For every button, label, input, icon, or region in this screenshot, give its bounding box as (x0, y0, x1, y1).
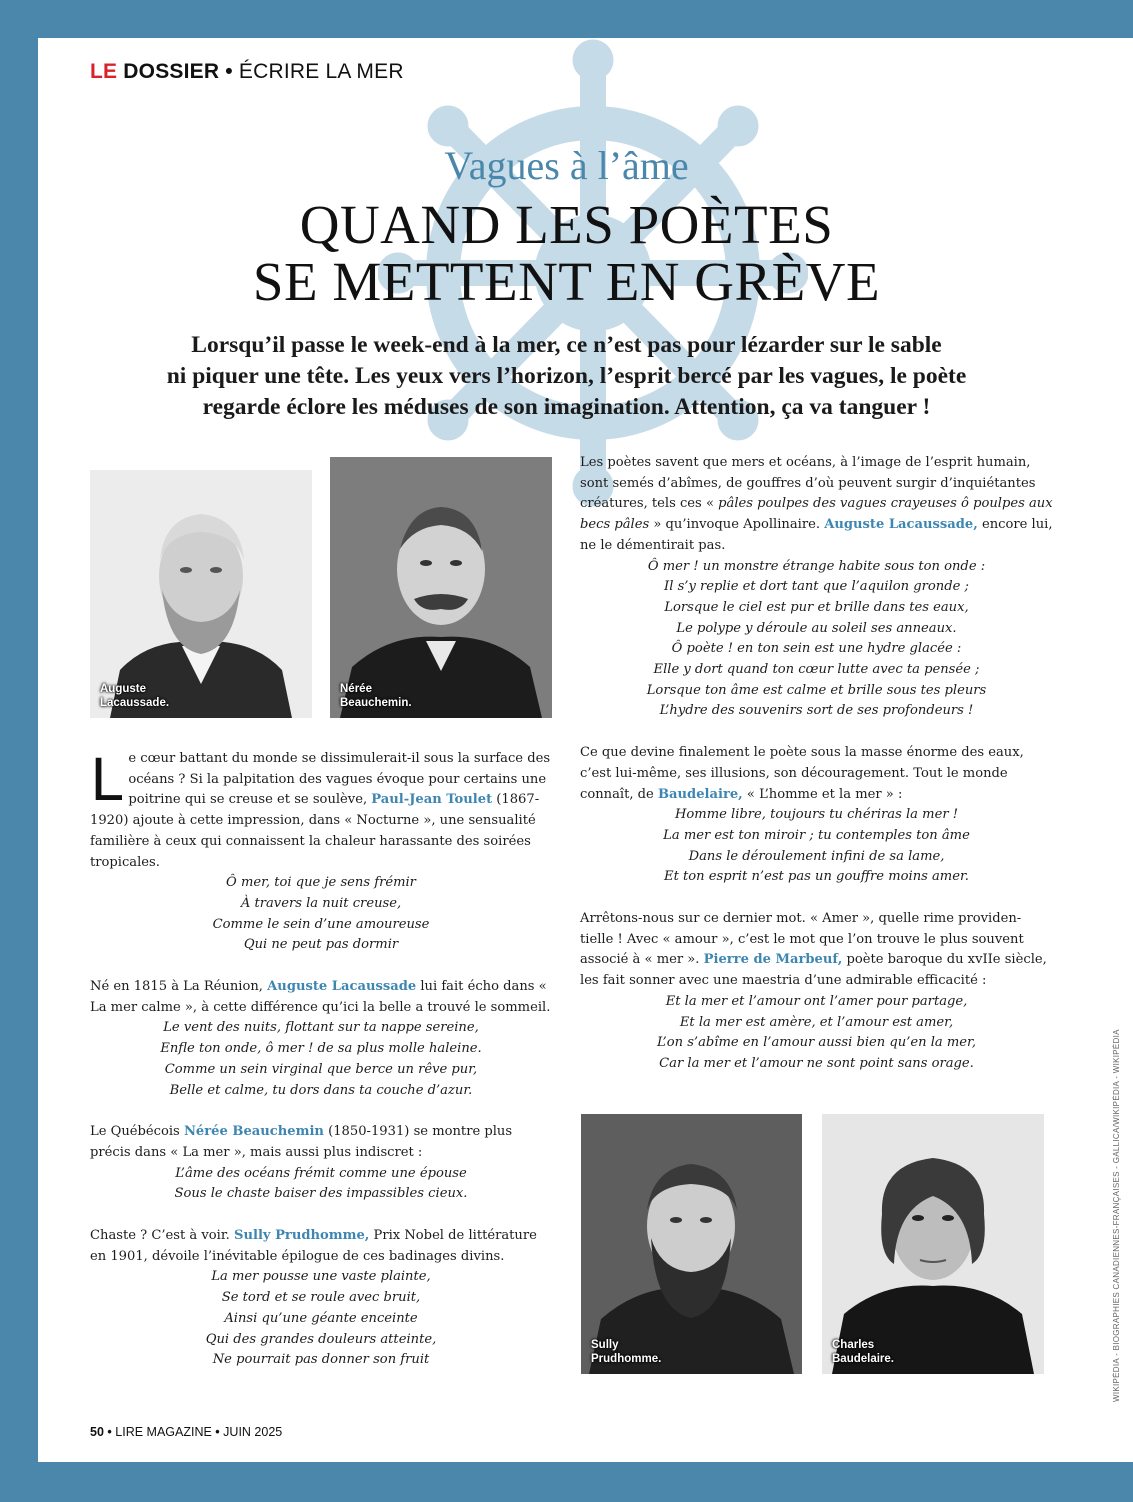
portrait-baudelaire-image (822, 1114, 1044, 1374)
verse-line: Qui ne peut pas dormir (243, 937, 399, 953)
photo-beauchemin (330, 457, 552, 718)
photo-credit: WIKIPÉDIA - BIOGRAPHIES CANADIENNES-FRANÇAISES - GALLICA/WIKIPÉDIA - WIKIPÉDIA (1112, 1029, 1121, 1402)
text: lui fait écho dans « La mer calme », à cette différence qu’ici la belle a trouvé le sommeil. (90, 979, 551, 1015)
page-footer (90, 1425, 282, 1439)
rubric-separator: • (225, 60, 233, 83)
page-number: 50 (90, 1425, 104, 1439)
verse-line: Ô poète ! en ton sein est une hydre glacée : (671, 641, 962, 657)
verse-line: Belle et calme, tu dors dans ta couche d’azur. (169, 1082, 473, 1098)
portrait-lacaussade-image (90, 470, 312, 718)
issue-date: JUIN 2025 (223, 1425, 283, 1439)
verse-line: Comme le sein d’une amoureuse (212, 916, 430, 932)
quote: pâles poulpes des vagues crayeuses ô poulpes aux becs pâles (580, 496, 1053, 533)
caption-baudelaire: Charles Baudelaire. (832, 1339, 894, 1365)
caption-lacaussade: Auguste Lacaussade. (100, 683, 170, 709)
section-rubric (90, 60, 404, 84)
intro-paragraph (78, 330, 1055, 423)
paragraph (90, 746, 552, 873)
text: poète baroque du xvIIe siècle, les fait sonner avec une maestria d’une admirable efficacité : (580, 952, 1047, 989)
paragraph (580, 909, 1053, 992)
verse-line: Il s’y replie et dort tant que l’aquilon gronde ; (664, 579, 969, 595)
text: (1867-1920) ajoute à cette impression, dans « Nocturne », une sensualité familière à ceux qui connaissent la chaleur harassante des soirées tropicales. (90, 792, 540, 870)
rubric-theme: ÉCRIRE LA MER (238, 60, 404, 83)
paragraph (90, 977, 552, 1018)
verse-line: Ô mer, toi que je sens frémir (226, 875, 416, 891)
verse-line: Le vent des nuits, flottant sur ta nappe sereine, (163, 1020, 479, 1036)
text: » qu’invoque Apollinaire. (649, 517, 825, 533)
rubric-le: LE (90, 60, 118, 83)
text: encore lui, ne le démentirait pas. (580, 517, 1053, 553)
verse-line: Se tord et se roule avec bruit, (221, 1290, 421, 1306)
magazine-name: LIRE MAGAZINE (115, 1425, 212, 1439)
paragraph (580, 743, 1053, 805)
intro-line: regarde éclore les méduses de son imagination. Attention, ça va tanguer ! (202, 394, 931, 420)
paragraph (90, 1122, 552, 1163)
verse-line: Sous le chaste baiser des impassibles cieux. (174, 1186, 468, 1202)
text: Arrêtons-nous sur ce dernier mot. « Amer », quelle rime providen-tielle ! Avec « amour », c’est le mot que l’on trouve le plus souvent associé à « mer ». (580, 911, 1024, 968)
text: Prix Nobel de littérature en 1901, dévoile l’inévitable épilogue de ces badinages divins. (90, 1228, 537, 1264)
verse-line: Et ton esprit n’est pas un gouffre moins amer. (664, 869, 969, 885)
verse-line: Homme libre, toujours tu chériras la mer ! (675, 807, 958, 823)
caption-beauchemin: Nérée Beauchemin. (340, 683, 412, 709)
intro-line: Lorsqu’il passe le week-end à la mer, ce n’est pas pour lézarder sur le sable (191, 332, 942, 358)
kicker: Vagues à l’âme (444, 143, 689, 188)
text: Ce que devine finalement le poète sous la masse énorme des eaux, c’est lui-même, ses illusions, son découragement. Tout le monde connaît, de (580, 745, 1024, 802)
author-name: Sully Prudhomme, (234, 1228, 370, 1244)
left-column (90, 746, 552, 1371)
author-name: Baudelaire, (657, 786, 743, 802)
photo-lacaussade (90, 470, 312, 718)
headline-line-2: SE METTENT EN GRÈVE (252, 251, 881, 312)
verse-line: Enfle ton onde, ô mer ! de sa plus molle haleine. (160, 1041, 482, 1057)
footer-separator: • (107, 1425, 112, 1439)
verse-line: La mer pousse une vaste plainte, (211, 1269, 431, 1285)
verse-line: Qui des grandes douleurs atteinte, (205, 1331, 437, 1347)
text: e cœur battant du monde se dissimulerait-il sous la surface des océans ? Si la palpitation des vagues évoque pour certains une poitrine qui se creuse et se soulève, (128, 751, 551, 808)
verse-line: L’âme des océans frémit comme une épouse (175, 1165, 467, 1181)
caption-prudhomme: Sully Prudhomme. (591, 1339, 662, 1365)
photo-baudelaire (822, 1114, 1044, 1374)
footer-separator: • (215, 1425, 220, 1439)
verse-line: Elle y dort quand ton cœur lutte avec ta pensée ; (653, 662, 980, 678)
paragraph (580, 453, 1053, 557)
author-name: Auguste Lacaussade (267, 979, 417, 995)
magazine-page (38, 38, 1133, 1462)
author-name: Nérée Beauchemin (183, 1124, 324, 1140)
verse-line: Dans le déroulement infini de sa lame, (688, 848, 945, 864)
author-name: Auguste Lacaussade, (824, 517, 978, 533)
author-name: Pierre de Marbeuf, (703, 952, 843, 968)
verse-line: L’hydre des souvenirs sort de ses profondeurs ! (659, 703, 974, 719)
verse-line: Le polype y déroule au soleil ses anneaux. (676, 620, 957, 636)
verse-line: Car la mer et l’amour ne sont point sans orage. (659, 1055, 974, 1071)
author-name: Paul-Jean Toulet (371, 792, 493, 808)
portrait-prudhomme-image (581, 1114, 802, 1374)
text: Les poètes savent que mers et océans, à l’image de l’esprit humain, sont semés d’abîmes, de gouffres d’où peuvent surgir d’inquiétantes créatures, tels ces « (580, 455, 1036, 512)
rubric-dossier: DOSSIER (123, 60, 220, 83)
portrait-beauchemin-image (330, 457, 552, 718)
verse-line: Lorsque ton âme est calme et brille sous tes pleurs (646, 682, 987, 698)
drop-cap: L (90, 746, 123, 814)
verse-line: Et la mer est amère, et l’amour est amer, (679, 1014, 954, 1030)
headline (38, 196, 1095, 310)
verse-line: Ô mer ! un monstre étrange habite sous ton onde : (647, 558, 986, 574)
verse-line: L’on s’abîme en l’amour aussi bien qu’en la mer, (657, 1035, 976, 1051)
right-column (580, 453, 1053, 1075)
verse-line: La mer est ton miroir ; tu contemples ton âme (663, 827, 970, 843)
verse-line: Et la mer et l’amour ont l’amer pour partage, (665, 993, 968, 1009)
text: Le Québécois (90, 1124, 184, 1140)
photo-prudhomme (581, 1114, 802, 1374)
text: Né en 1815 à La Réunion, (90, 979, 268, 995)
intro-line: ni piquer une tête. Les yeux vers l’horizon, l’esprit bercé par les vagues, le poète (166, 363, 967, 389)
verse-line: À travers la nuit creuse, (240, 895, 402, 911)
text: « L’homme et la mer » : (742, 786, 903, 802)
headline-line-1: QUAND LES POÈTES (299, 194, 834, 255)
paragraph (90, 1226, 552, 1267)
verse-line: Lorsque le ciel est pur et brille dans tes eaux, (664, 599, 969, 615)
verse-line: Ainsi qu’une géante enceinte (224, 1310, 418, 1326)
verse-line: Comme un sein virginal que berce un rêve pur, (164, 1061, 478, 1077)
verse-line: Ne pourrait pas donner son fruit (212, 1352, 430, 1368)
text: (1850-1931) se montre plus précis dans « La mer », mais aussi plus indiscret : (90, 1124, 513, 1160)
text: Chaste ? C’est à voir. (90, 1228, 234, 1244)
